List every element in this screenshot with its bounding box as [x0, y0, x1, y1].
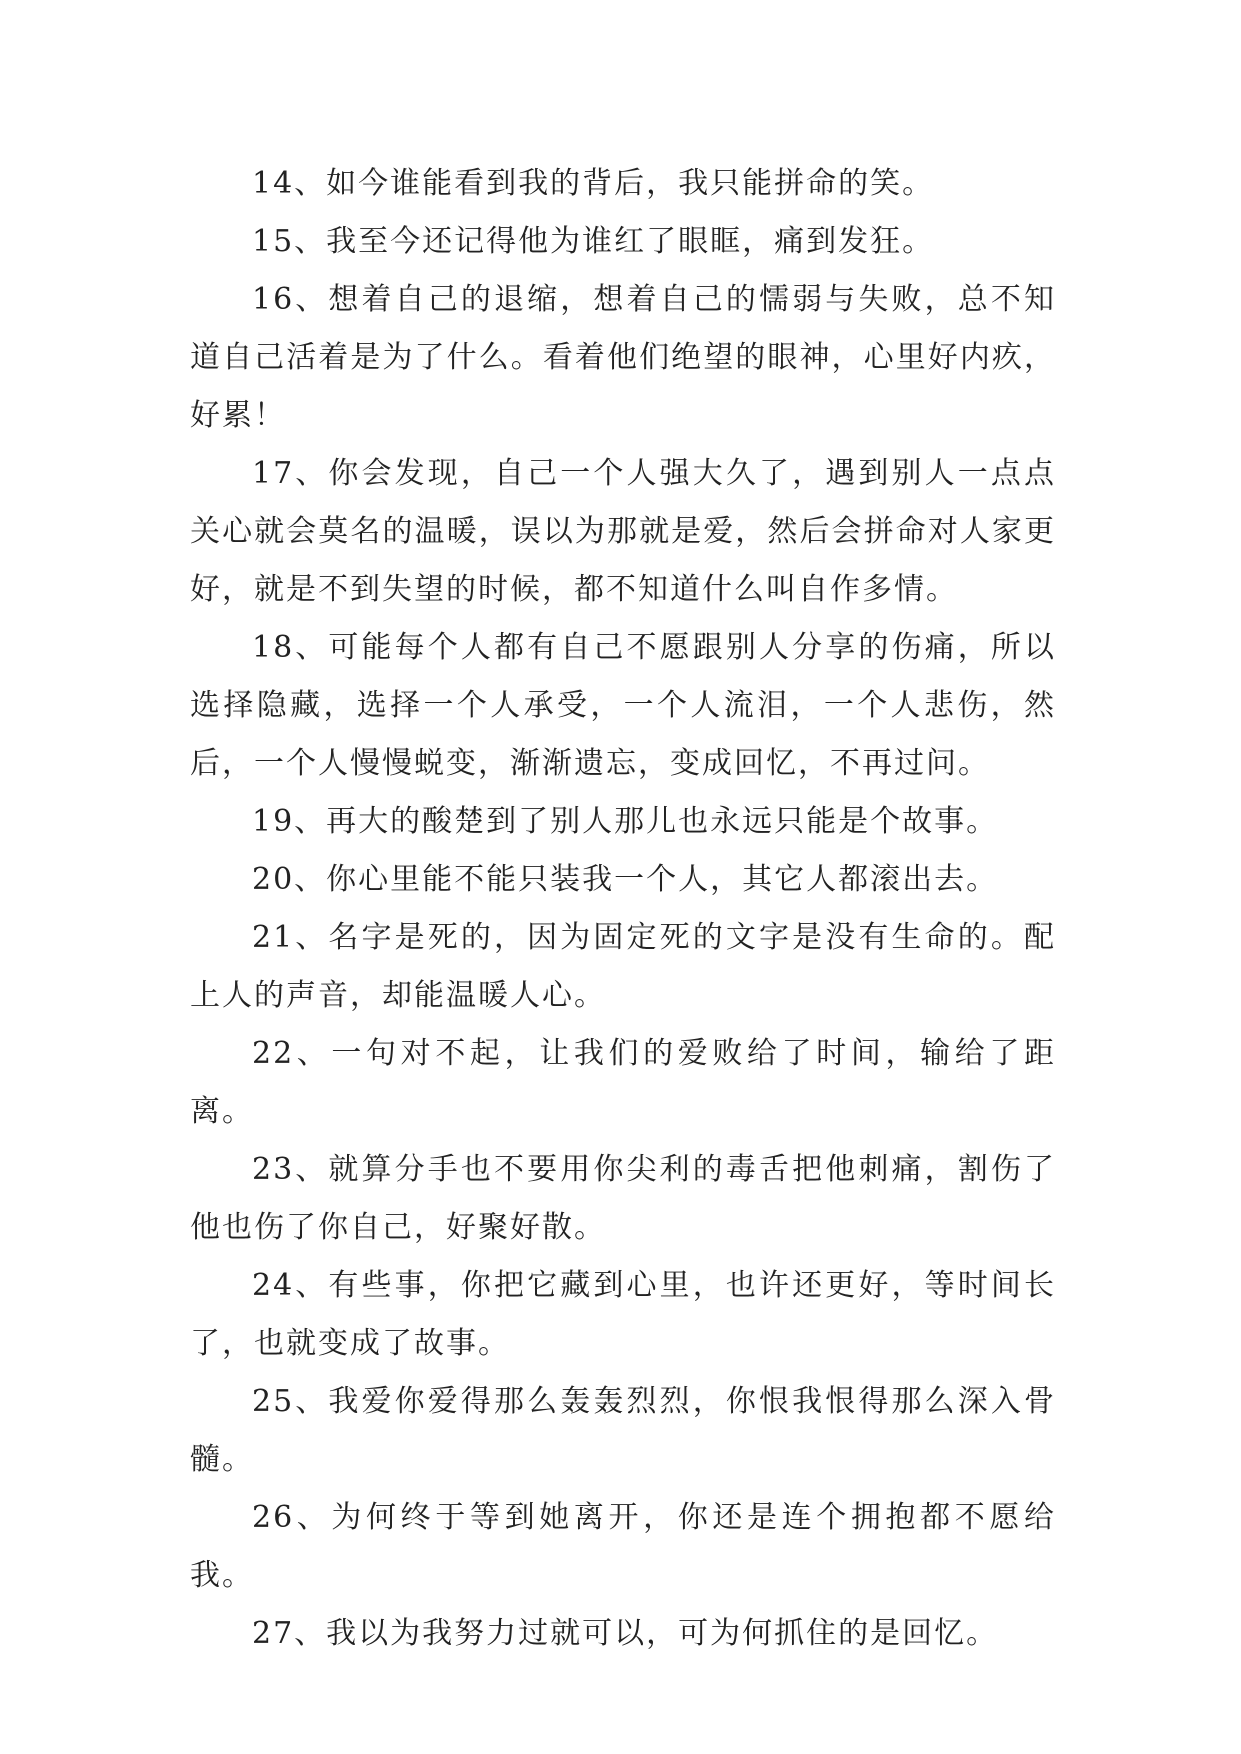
paragraph-27: 27、我以为我努力过就可以，可为何抓住的是回忆。: [252, 1616, 999, 1651]
paragraph-18: 18、可能每个人都有自己不愿跟别人分享的伤痛，所以选择隐藏，选择一个人承受，一个人流泪，一个人悲伤，然后，一个人慢慢蜕变，渐渐遗忘，变成回忆，不再过问。: [190, 630, 1056, 781]
paragraph-15: 15、我至今还记得他为谁红了眼眶，痛到发狂。: [252, 224, 935, 259]
paragraph-19: 19、再大的酸楚到了别人那儿也永远只能是个故事。: [252, 804, 999, 839]
paragraph-14: 14、如今谁能看到我的背后，我只能拼命的笑。: [252, 166, 935, 201]
paragraph-24: 24、有些事，你把它藏到心里，也许还更好，等时间长了，也就变成了故事。: [190, 1268, 1056, 1361]
paragraph-26: 26、为何终于等到她离开，你还是连个拥抱都不愿给我。: [190, 1500, 1056, 1593]
paragraph-20: 20、你心里能不能只装我一个人，其它人都滚出去。: [252, 862, 999, 897]
paragraph-23: 23、就算分手也不要用你尖利的毒舌把他刺痛，割伤了他也伤了你自己，好聚好散。: [190, 1152, 1056, 1245]
paragraph-22: 22、一句对不起，让我们的爱败给了时间，输给了距离。: [190, 1036, 1056, 1129]
paragraph-16: 16、想着自己的退缩，想着自己的懦弱与失败，总不知道自己活着是为了什么。看着他们绝望的眼神，心里好内疚，好累！: [190, 282, 1056, 433]
paragraph-21: 21、名字是死的，因为固定死的文字是没有生命的。配上人的声音，却能温暖人心。: [190, 920, 1056, 1013]
document-body: [190, 155, 1056, 1663]
paragraph-17: 17、你会发现，自己一个人强大久了，遇到别人一点点关心就会莫名的温暖，误以为那就是爱，然后会拼命对人家更好，就是不到失望的时候，都不知道什么叫自作多情。: [190, 456, 1056, 607]
paragraph-25: 25、我爱你爱得那么轰轰烈烈，你恨我恨得那么深入骨髓。: [190, 1384, 1056, 1477]
